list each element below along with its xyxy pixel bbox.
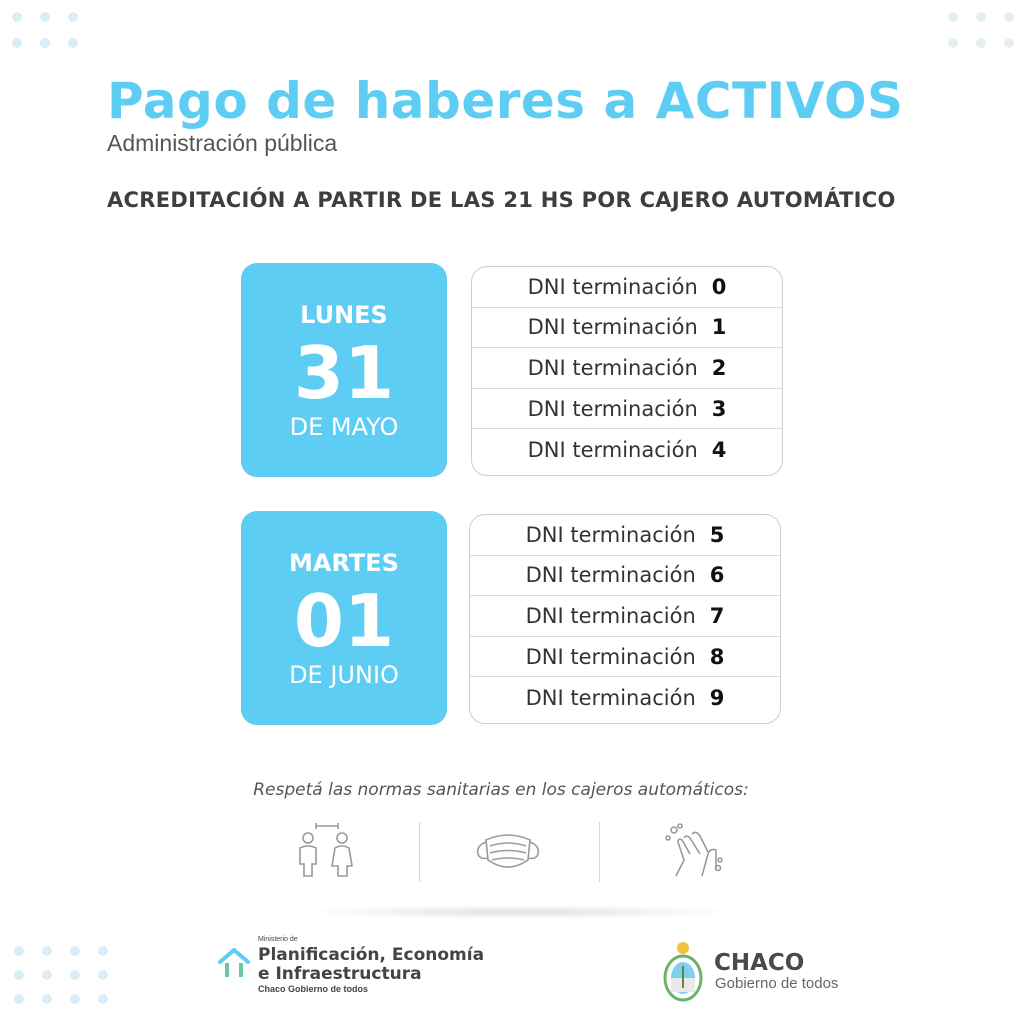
dni-digit: 3: [711, 396, 727, 421]
dni-digit: 8: [709, 644, 725, 669]
dni-label: DNI terminación: [525, 603, 696, 628]
ministry-name-line1: Planificación, Economía: [258, 945, 485, 965]
dni-label: DNI terminación: [527, 355, 698, 380]
dni-label: DNI terminación: [525, 563, 696, 588]
decorative-dots-bottom-left: [14, 946, 108, 1004]
date-month: DE MAYO: [289, 413, 399, 441]
dni-row: [472, 267, 782, 308]
dni-row: [472, 389, 782, 430]
date-weekday: MARTES: [289, 549, 399, 577]
ministry-small-text: Ministerio de: [258, 936, 298, 943]
dni-list-tuesday: [469, 514, 781, 724]
chaco-name: CHACO: [714, 950, 805, 976]
dni-digit: 4: [711, 437, 727, 462]
dni-label: DNI terminación: [525, 644, 696, 669]
chaco-tagline: Gobierno de todos: [715, 975, 839, 992]
dni-label: DNI terminación: [525, 522, 696, 547]
dni-row: [470, 515, 780, 556]
dni-digit: 9: [709, 685, 725, 710]
ministry-tagline: Chaco Gobierno de todos: [258, 984, 369, 994]
dni-digit: 6: [709, 563, 725, 588]
chaco-shield-icon: [658, 940, 708, 1006]
accreditation-notice: ACREDITACIÓN A PARTIR DE LAS 21 HS POR CAJERO AUTOMÁTICO: [107, 188, 896, 212]
dni-label: DNI terminación: [527, 437, 698, 462]
face-mask-icon: [468, 820, 548, 884]
house-icon: [216, 944, 252, 980]
decorative-shadow: [300, 905, 740, 919]
decorative-dots-top-right: [948, 12, 1014, 48]
date-day: 01: [293, 579, 395, 663]
ministry-name-line2: e Infraestructura: [258, 964, 422, 984]
date-card-monday: [241, 263, 447, 477]
dni-digit: 7: [709, 603, 725, 628]
dni-row: [470, 556, 780, 597]
dni-label: DNI terminación: [527, 315, 698, 340]
icon-divider: [599, 822, 600, 882]
dni-label: DNI terminación: [527, 396, 698, 421]
ministry-logo: [216, 936, 516, 996]
page-title: Pago de haberes a ACTIVOS: [107, 72, 904, 130]
dni-label: DNI terminación: [527, 274, 698, 299]
dni-digit: 5: [709, 522, 725, 547]
health-notice: Respetá las normas sanitarias en los cajeros automáticos:: [253, 780, 749, 800]
dni-row: [472, 308, 782, 349]
dni-row: [472, 348, 782, 389]
dni-digit: 0: [711, 274, 727, 299]
chaco-logo: [658, 940, 898, 1006]
dni-row: [470, 677, 780, 718]
dni-digit: 1: [711, 315, 727, 340]
dni-label: DNI terminación: [525, 685, 696, 710]
date-day: 31: [293, 331, 395, 415]
date-month: DE JUNIO: [289, 661, 399, 689]
icon-divider: [419, 822, 420, 882]
page-subtitle: Administración pública: [107, 130, 338, 156]
dni-list-monday: [471, 266, 783, 476]
dni-row: [470, 596, 780, 637]
social-distance-icon: [286, 820, 366, 884]
dni-row: [472, 429, 782, 470]
decorative-dots-top-left: [12, 12, 78, 48]
dni-digit: 2: [711, 355, 727, 380]
date-card-tuesday: [241, 511, 447, 725]
date-weekday: LUNES: [300, 301, 388, 329]
hand-washing-icon: [656, 820, 736, 884]
dni-row: [470, 637, 780, 678]
